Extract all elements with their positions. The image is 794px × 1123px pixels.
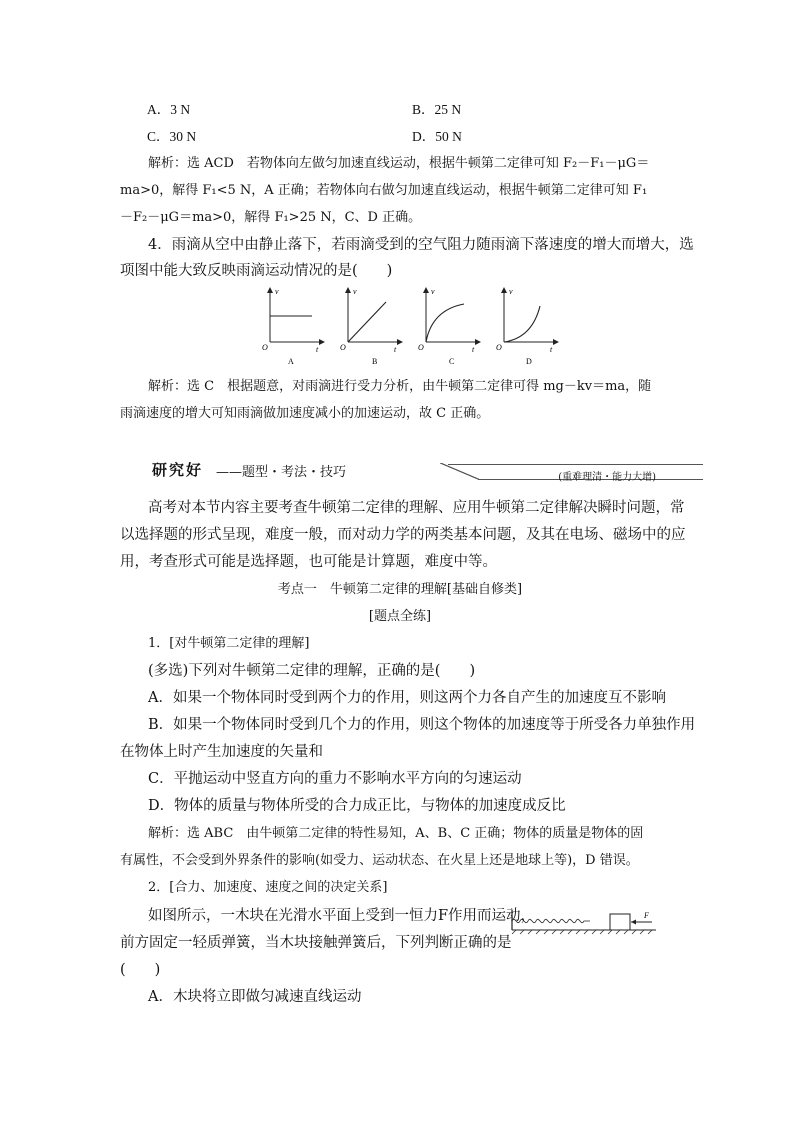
- graph-b: [340, 287, 402, 366]
- q1-option-b-line-1: B．如果一个物体同时受到几个力的作用，则这个物体的加速度等于所受各力单独作用: [148, 717, 696, 733]
- header-divider-slash: [440, 463, 480, 480]
- graph-a-t-label: t: [316, 345, 319, 354]
- graph-a-origin: O: [262, 343, 268, 352]
- ground-hatch: [512, 930, 652, 934]
- q1-analysis-line-1: 解析：选 ABC 由牛顿第二定律的特性易知，A、B、C 正确；物体的质量是物体的固: [148, 826, 644, 841]
- graph-c-origin: O: [418, 343, 424, 352]
- prev-analysis-line-2: ma>0，解得 F₁<5 N，A 正确；若物体向右做匀加速直线运动，根据牛顿第二定律可知 F₁: [120, 183, 648, 198]
- graph-c-t-label: t: [472, 345, 475, 354]
- graph-c-label: C: [449, 357, 455, 366]
- graph-d-label: D: [526, 357, 532, 366]
- section-header: [148, 459, 708, 485]
- graph-d-curve: [504, 306, 540, 342]
- block: [610, 914, 630, 930]
- graph-c-curve: [426, 304, 464, 342]
- graph-b-curve: [348, 302, 386, 342]
- graph-a-label: A: [288, 357, 294, 366]
- q4-stem-line-2: 项图中能大致反映雨滴运动情况的是( ): [120, 263, 393, 279]
- q2-option-a: A．木块将立即做匀减速直线运动: [148, 989, 362, 1005]
- graph-c: [418, 287, 480, 366]
- graph-b-v-label: v: [353, 287, 357, 296]
- section-title: 研究好: [152, 461, 204, 479]
- graph-b-t-label: t: [394, 345, 397, 354]
- section-tag: (重难理清・能力大增): [558, 472, 656, 483]
- q1-option-a: A．如果一个物体同时受到两个力的作用，则这两个力各自产生的加速度互不影响: [148, 690, 666, 706]
- q1-option-c: C．平抛运动中竖直方向的重力不影响水平方向的匀速运动: [148, 771, 522, 787]
- prev-option-c: C．30 N: [147, 129, 197, 144]
- section-intro-line-1: 高考对本节内容主要考查牛顿第二定律的理解、应用牛顿第二定律解决瞬时问题，常: [148, 500, 685, 516]
- graph-d: [496, 287, 558, 366]
- force-arrowhead: [631, 920, 636, 925]
- graph-d-v-label: v: [509, 287, 513, 296]
- q4-vt-graphs: [258, 284, 568, 368]
- prev-option-d: D．50 N: [412, 129, 462, 144]
- graph-b-origin: O: [340, 343, 346, 352]
- q2-stem-line-2: 前方固定一轻质弹簧，当木块接触弹簧后，下列判断正确的是: [120, 935, 512, 951]
- prev-analysis-line-1: 解析：选 ACD 若物体向左做匀加速直线运动，根据牛顿第二定律可知 F₂－F₁－μG＝: [148, 156, 650, 171]
- section-intro-line-3: 用，考查形式可能是选择题，也可能是计算题，难度中等。: [120, 554, 497, 570]
- q2-stem-line-3: ( ): [120, 962, 161, 978]
- q1-option-d: D．物体的质量与物体所受的合力成正比，与物体的加速度成反比: [148, 798, 566, 814]
- section-subtitle: ——题型・考法・技巧: [216, 465, 347, 480]
- q1-stem: (多选)下列对牛顿第二定律的理解，正确的是( ): [148, 663, 476, 679]
- graph-a: [262, 287, 324, 366]
- q4-stem-line-1: 4．雨滴从空中由静止落下，若雨滴受到的空气阻力随雨滴下落速度的增大而增大，选: [148, 237, 694, 253]
- spring: [512, 919, 590, 922]
- q4-analysis-line-2: 雨滴速度的增大可知雨滴做加速度减小的加速运动，故 C 正确。: [120, 406, 490, 421]
- q2-stem-line-1: 如图所示，一木块在光滑水平面上受到一恒力F作用而运动，: [148, 908, 536, 924]
- graph-d-t-label: t: [550, 345, 553, 354]
- graph-d-origin: O: [496, 343, 502, 352]
- q1-title: 1．[对牛顿第二定律的理解]: [148, 636, 310, 651]
- q4-analysis-line-1: 解析：选 C 根据题意，对雨滴进行受力分析，由牛顿第二定律可得 mg－kv＝ma，随: [148, 379, 652, 394]
- prev-option-a: A．3 N: [147, 102, 191, 117]
- header-rule-top: [448, 464, 703, 465]
- kaodian-heading: 考点一 牛顿第二定律的理解[基础自修类]: [277, 582, 523, 597]
- tidian-heading: [题点全练]: [368, 609, 432, 624]
- force-label: F: [644, 911, 649, 920]
- spring-block-figure: [510, 906, 660, 936]
- q2-title: 2．[合力、加速度、速度之间的决定关系]: [148, 880, 388, 895]
- q1-option-b-line-2: 在物体上时产生加速度的矢量和: [120, 744, 323, 760]
- section-intro-line-2: 以选择题的形式呈现，难度一般，而对动力学的两类基本问题，及其在电场、磁场中的应: [120, 527, 686, 543]
- prev-option-b: B．25 N: [412, 102, 462, 117]
- graph-a-v-label: v: [275, 287, 279, 296]
- graph-b-label: B: [372, 357, 378, 366]
- prev-analysis-line-3: －F₂－μG＝ma>0，解得 F₁>25 N，C、D 正确。: [120, 210, 422, 225]
- graph-c-v-label: v: [431, 287, 435, 296]
- q1-analysis-line-2: 有属性，不会受到外界条件的影响(如受力、运动状态、在火星上还是地球上等)，D 错误。: [120, 853, 639, 868]
